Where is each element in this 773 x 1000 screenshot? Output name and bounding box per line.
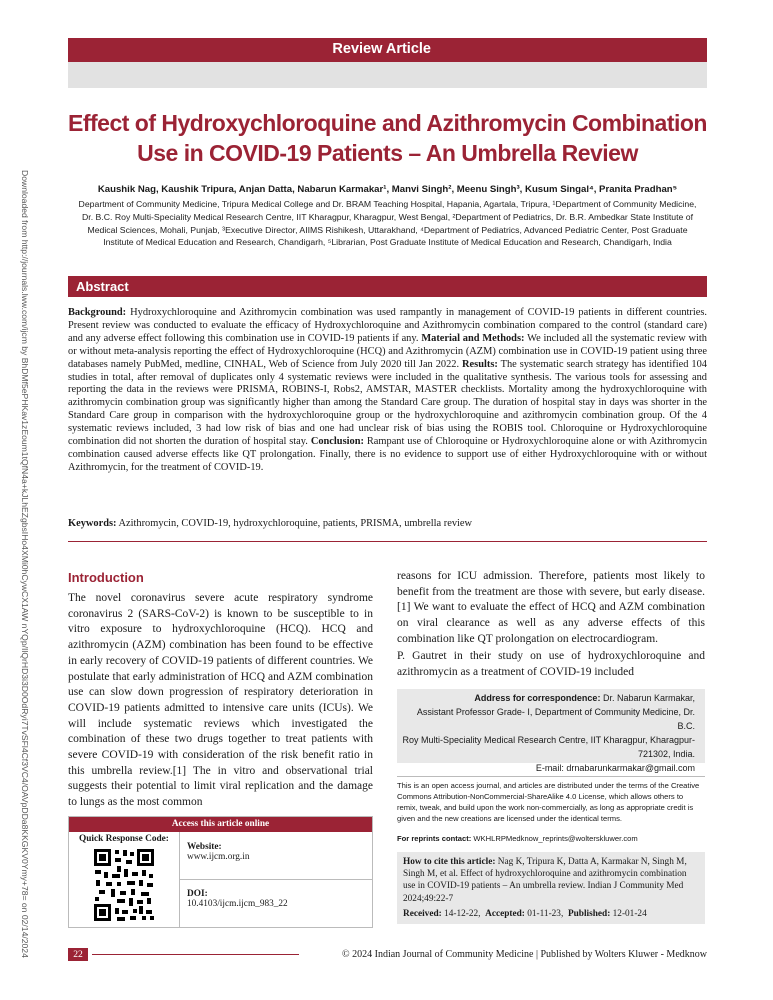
website-block — [187, 842, 250, 862]
correspondence-box — [397, 689, 705, 773]
published-label: Published: — [567, 908, 611, 919]
header-grey-band — [68, 62, 707, 88]
article-title: Effect of Hydroxychloroquine and Azithromycin Combination Use in COVID-19 Patients – An Umbrella Review — [68, 110, 707, 166]
website-link[interactable]: www.ijcm.org.in — [187, 852, 250, 862]
background-text: Hydroxychloroquine and Azithromycin combination was used rampantly in management of COVID-19 patients in different countries. Present review was conducted to evaluate the efficacy of Hydroxychloroquine and Azithromycin combination compared to the control (standard care) and any adverse effect following this combination use in COVID-19 patients if any. — [68, 307, 707, 344]
background-label: Background: — [68, 307, 127, 318]
qr-label: Quick Response Code: — [79, 834, 169, 844]
cite-text: Nag K, Tripura K, Datta A, Karmakar N, Singh M, Singh M, et al. Effect of hydroxychloroquine and azithromycin combination use in COVID-19 patients – An umbrella review. Indian J Community Med 2024;49:22-7 — [403, 857, 687, 904]
accepted-date: 01-11-23, — [527, 908, 564, 919]
received-label: Received: — [403, 908, 442, 919]
page-number: 22 — [68, 948, 88, 961]
reprints-contact — [397, 834, 705, 843]
conclusion-label: Conclusion: — [310, 436, 364, 448]
results-text: The systematic search strategy has identified 104 studies in total, after removal of duplicates only 4 systematic reviews were included in the qualitative synthesis. The various tools for assessing and reporting the data in the reviews were PRISMA, ROBINS-I, Robs2, AMSTAR, MASTER checklists. Mortality among the hydroxychloroquine with azithromycin combination group was significantly higher than among the Standard Care group. The duration of hospital stay in days was shorter in the Standard Care group in comparison with the hydroxychloroquine group or the hydroxychloroquine and azithromycin combination group. Of the 4 systematic reviews included, 3 had low risk of bias and one had unclear risk of bias using the ROBIS tool. Chloroquine or Hydroxychloroquine combination did not shorten the duration of hospital stay. — [68, 358, 707, 448]
keywords-text: Azithromycin, COVID-19, hydroxychloroquine, patients, PRISMA, umbrella review — [118, 518, 473, 529]
published-date: 12-01-24 — [612, 908, 647, 919]
results-label: Results: — [462, 358, 498, 370]
correspondence-line: Roy Multi-Speciality Medical Research Centre, IIT Kharagpur, Kharagpur- — [402, 735, 695, 745]
abstract-heading: Abstract — [76, 279, 129, 294]
doi-block — [187, 889, 288, 909]
qr-cell — [69, 832, 180, 927]
conclusion-text: Rampant use of Chloroquine or Hydroxychloroquine alone or with Azithromycin combination caused adverse effects like QT prolongation. Finally, there is no evidence to support use of either Hydroxychloroquine with or without Azithromycin, for the treatment of COVID-19. — [68, 436, 708, 473]
section-divider — [68, 541, 707, 542]
correspondence-label: Address for correspondence: — [474, 693, 601, 703]
intro-column-1: The novel coronavirus severe acute respiratory syndrome coronavirus 2 (SARS-CoV-2) is known to be susceptible to in vitro exposure to hydroxychloroquine (HCQ). HCQ and azithromycin (AZM) combination has been found to be effective in early recovery of COVID-19 patients of different countries. We postulate that early administration of HCQ and AZM combination use can slow down progression of respiratory deterioration in COVID-19 patients admitted to intensive care units (ICUs). We will include systematic reviews which investigated the combination of these two drugs together to treat patients with severe COVID-19 with consideration of the risk benefit ratio in this umbrella review.[1] The in vitro and observational trial suggests their potential to limit viral replication and the damage to lungs as the most common — [68, 592, 373, 809]
methods-text: We included all the systematic review with or without meta-analysis reporting the effect of Hydroxychloroquine (HCQ) and Azithromycin (AZM) combination use in COVID-19 patient using three databases namely PubMed, medline, CINHAL, Web of Science from July 2020 till Jan 2022. — [68, 332, 707, 370]
website-label: Website: — [187, 842, 222, 852]
abstract-header — [68, 276, 707, 297]
access-heading: Access this article online — [69, 817, 372, 832]
affiliations: Department of Community Medicine, Tripura Medical College and Dr. BRAM Teaching Hospital, Hapania, Agartala, Tripura, ¹Department of Community Medicine, Dr. B.C. Roy Multi-Speciality Medical Research Centre, IIT Kharagpur, Kharagpur, West Bengal, ²Department of Pediatrics, Dr. B.R. Ambedkar State Institute of Medical Sciences, Mohali, Punjab, ³Executive Director, AIIMS Rishikesh, Uttarakhand, ⁴Department of Pediatrics, Advanced Pediatric Center, Post Graduate Institute of Medical Education and Research, Chandigarh, ⁵Librarian, Post Graduate Institute of Medical Education and Research, Chandigarh, India — [78, 199, 697, 248]
keywords — [68, 518, 707, 529]
intro-column-2-para-2: P. Gautret in their study on use of hydroxychloroquine and azithromycin as a treatment of COVID-19 included — [397, 650, 705, 678]
author-list: Kaushik Nag, Kaushik Tripura, Anjan Datta, Nabarun Karmakar¹, Manvi Singh², Meenu Singh³, Kusum Singal⁴, Pranita Pradhan⁵ — [97, 184, 678, 195]
article-type-bar — [68, 38, 707, 62]
correspondence-email[interactable]: E-mail: drnabarunkarmakar@gmail.com — [535, 763, 695, 773]
citation-box — [397, 852, 705, 924]
footer-rule — [92, 954, 299, 955]
article-type-label: Review Article — [332, 41, 431, 57]
correspondence-name: Dr. Nabarun Karmakar, — [602, 693, 695, 703]
received-date: 14-12-22, — [444, 908, 481, 919]
access-divider — [179, 879, 372, 880]
intro-column-2: reasons for ICU admission. Therefore, patients most likely to benefit from the treatment are those with severe, but early disease.[1] We want to evaluate the effect of HCQ and AZM combination on viral clearance as well as any adverse effects of this combination like QT prolongation on electrocardiogram. — [397, 570, 705, 645]
accepted-label: Accepted: — [485, 908, 525, 919]
download-watermark: Downloaded from http://journals.lww.com/ijcm by BhDMf5ePHKav1zEoum1tQfN4a+kJLhEZgbsIHo4XMi0hCywCX1AW nYQp/IlQrHD3i3D0OdRyi7TvSFl4Cf3VC4/OAVpDDa8KKGKV0Ymy+78= on 02/14/2024 — [20, 170, 30, 958]
correspondence-line: Assistant Professor Grade- I, Department of Community Medicine, Dr. B.C. — [416, 707, 695, 731]
footer-copyright: © 2024 Indian Journal of Community Medicine | Published by Wolters Kluwer - Medknow — [342, 949, 707, 960]
cite-label: How to cite this article: — [403, 857, 496, 867]
doi-link[interactable]: 10.4103/ijcm.ijcm_983_22 — [187, 899, 288, 909]
doi-label: DOI: — [187, 889, 208, 899]
introduction-heading: Introduction — [68, 570, 144, 585]
qr-code-icon[interactable] — [93, 848, 155, 922]
access-online-box — [68, 816, 373, 928]
reprints-label: For reprints contact: — [397, 834, 472, 843]
methods-label: Material and Methods: — [421, 332, 525, 344]
keywords-label: Keywords: — [68, 518, 117, 529]
reprints-email[interactable]: WKHLRPMedknow_reprints@wolterskluwer.com — [473, 834, 638, 843]
abstract-body — [68, 307, 707, 475]
correspondence-line: 721302, India. — [637, 749, 695, 759]
open-access-notice: This is an open access journal, and articles are distributed under the terms of the Creative Commons Attribution-NonCommercial-ShareAlike 4.0 License, which allows others to remix, tweak, and build upon the work non-commercially, as long as appropriate credit is given and the new creations are licensed under the identical terms. — [397, 776, 705, 824]
